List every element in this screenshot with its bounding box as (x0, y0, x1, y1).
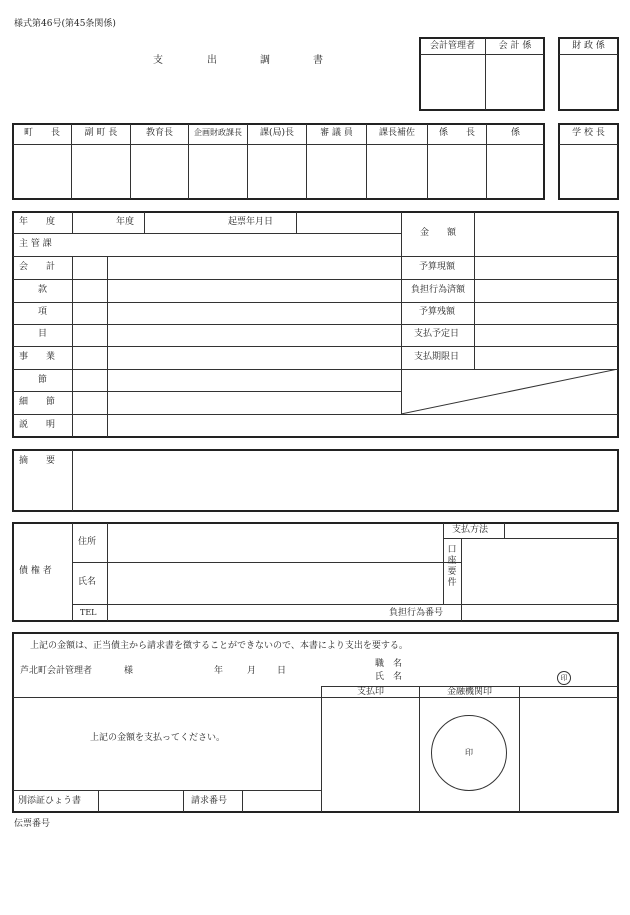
accounting-manager-label: 会計管理者 (429, 41, 475, 51)
school-principal-label: 学 校 長 (572, 128, 605, 138)
name-label: 氏名 (78, 577, 97, 587)
approver-clerk: 係 (510, 128, 520, 138)
approver-education-chief: 教育長 (145, 128, 173, 138)
person-name-label: 氏 名 (375, 672, 403, 682)
invoice-number-field[interactable] (244, 792, 320, 811)
payment-method-label: 支払方法 (452, 525, 489, 535)
payment-planned-label: 支払予定日 (414, 329, 460, 339)
year-suffix-label: 年度 (116, 217, 135, 227)
day-label: 日 (277, 666, 287, 676)
summary-label: 摘 要 (19, 456, 56, 466)
project-label: 事 業 (19, 352, 56, 362)
addressee-text: 芦北町会計管理者 (20, 666, 93, 676)
clause-label: 節 (38, 375, 48, 385)
address-field[interactable] (109, 524, 441, 561)
name-field[interactable] (109, 564, 459, 603)
commitment-number-label: 負担行為番号 (389, 608, 444, 618)
month-label: 月 (247, 666, 257, 676)
finance-clerk-stamp-field[interactable] (560, 56, 617, 109)
attached-receipts-label: 別添証ひょう書 (18, 796, 82, 806)
position-label: 職 名 (375, 659, 403, 669)
account-label: 会 計 (19, 262, 56, 272)
address-label: 住所 (78, 537, 97, 547)
explanation-label: 説 明 (19, 420, 56, 430)
title-char-2: 出 (207, 55, 217, 66)
invoice-number-label: 請求番号 (191, 796, 228, 806)
title-char-4: 書 (313, 55, 323, 66)
item-label: 項 (38, 307, 48, 317)
subitem-label: 目 (38, 329, 48, 339)
footer-box (12, 632, 619, 813)
slip-number-label: 伝票番号 (14, 819, 51, 829)
title-char-3: 調 (260, 55, 270, 66)
accounting-clerk-stamp-field[interactable] (487, 56, 543, 109)
approver-deputy-chief: 課長補佐 (378, 128, 415, 138)
form-number: 様式第46号(第45条関係) (14, 19, 116, 29)
department-label: 主 管 課 (19, 239, 52, 249)
finance-clerk-label: 財 政 係 (572, 41, 605, 51)
budget-current-label: 予算現額 (419, 262, 456, 272)
accounting-manager-stamp-field[interactable] (421, 56, 484, 109)
seal-mark-icon: 印 (557, 671, 571, 685)
approver-planning-finance-chief: 企画財政課長 (194, 128, 242, 137)
tel-field[interactable] (109, 606, 379, 620)
budget-remaining-label: 予算残額 (419, 307, 456, 317)
approver-deputy-mayor: 副 町 長 (84, 128, 118, 138)
attached-receipts-field[interactable] (100, 792, 182, 811)
bank-seal-circle: 印 (431, 715, 507, 791)
payment-deadline-label: 支払期限日 (414, 352, 460, 362)
payment-seal-label: 支払印 (356, 687, 384, 697)
creditor-label: 債 権 者 (19, 566, 52, 576)
account-requirements-label: 口座要件 (447, 545, 457, 588)
approver-section-chief: 係 長 (438, 128, 475, 138)
approver-councilor: 審 議 員 (320, 128, 353, 138)
budget-diagonal-line (401, 369, 618, 414)
fiscal-year-label: 年 度 (19, 217, 56, 227)
statement-text: 上記の金額は、正当債主から請求書を徴することができないので、本書により支出を要する。 (30, 641, 408, 651)
title-char-1: 支 (153, 55, 163, 66)
draft-date-label: 起票年月日 (228, 217, 274, 227)
sama-text: 様 (124, 666, 134, 676)
approver-mayor: 町 長 (23, 128, 60, 138)
pay-request-text: 上記の金額を支払ってください。 (90, 733, 226, 743)
section-label: 款 (38, 285, 48, 295)
subclause-label: 細 節 (19, 397, 56, 407)
accounting-clerk-label: 会 計 係 (498, 41, 532, 51)
summary-field[interactable] (74, 451, 617, 510)
commitment-done-label: 負担行為済額 (411, 285, 466, 295)
amount-label: 金 額 (419, 228, 456, 238)
tel-label: TEL (80, 608, 97, 617)
year-label: 年 (214, 666, 224, 676)
bank-seal-label: 金融機関印 (446, 687, 492, 697)
approver-division-chief: 課(局)長 (259, 128, 295, 138)
